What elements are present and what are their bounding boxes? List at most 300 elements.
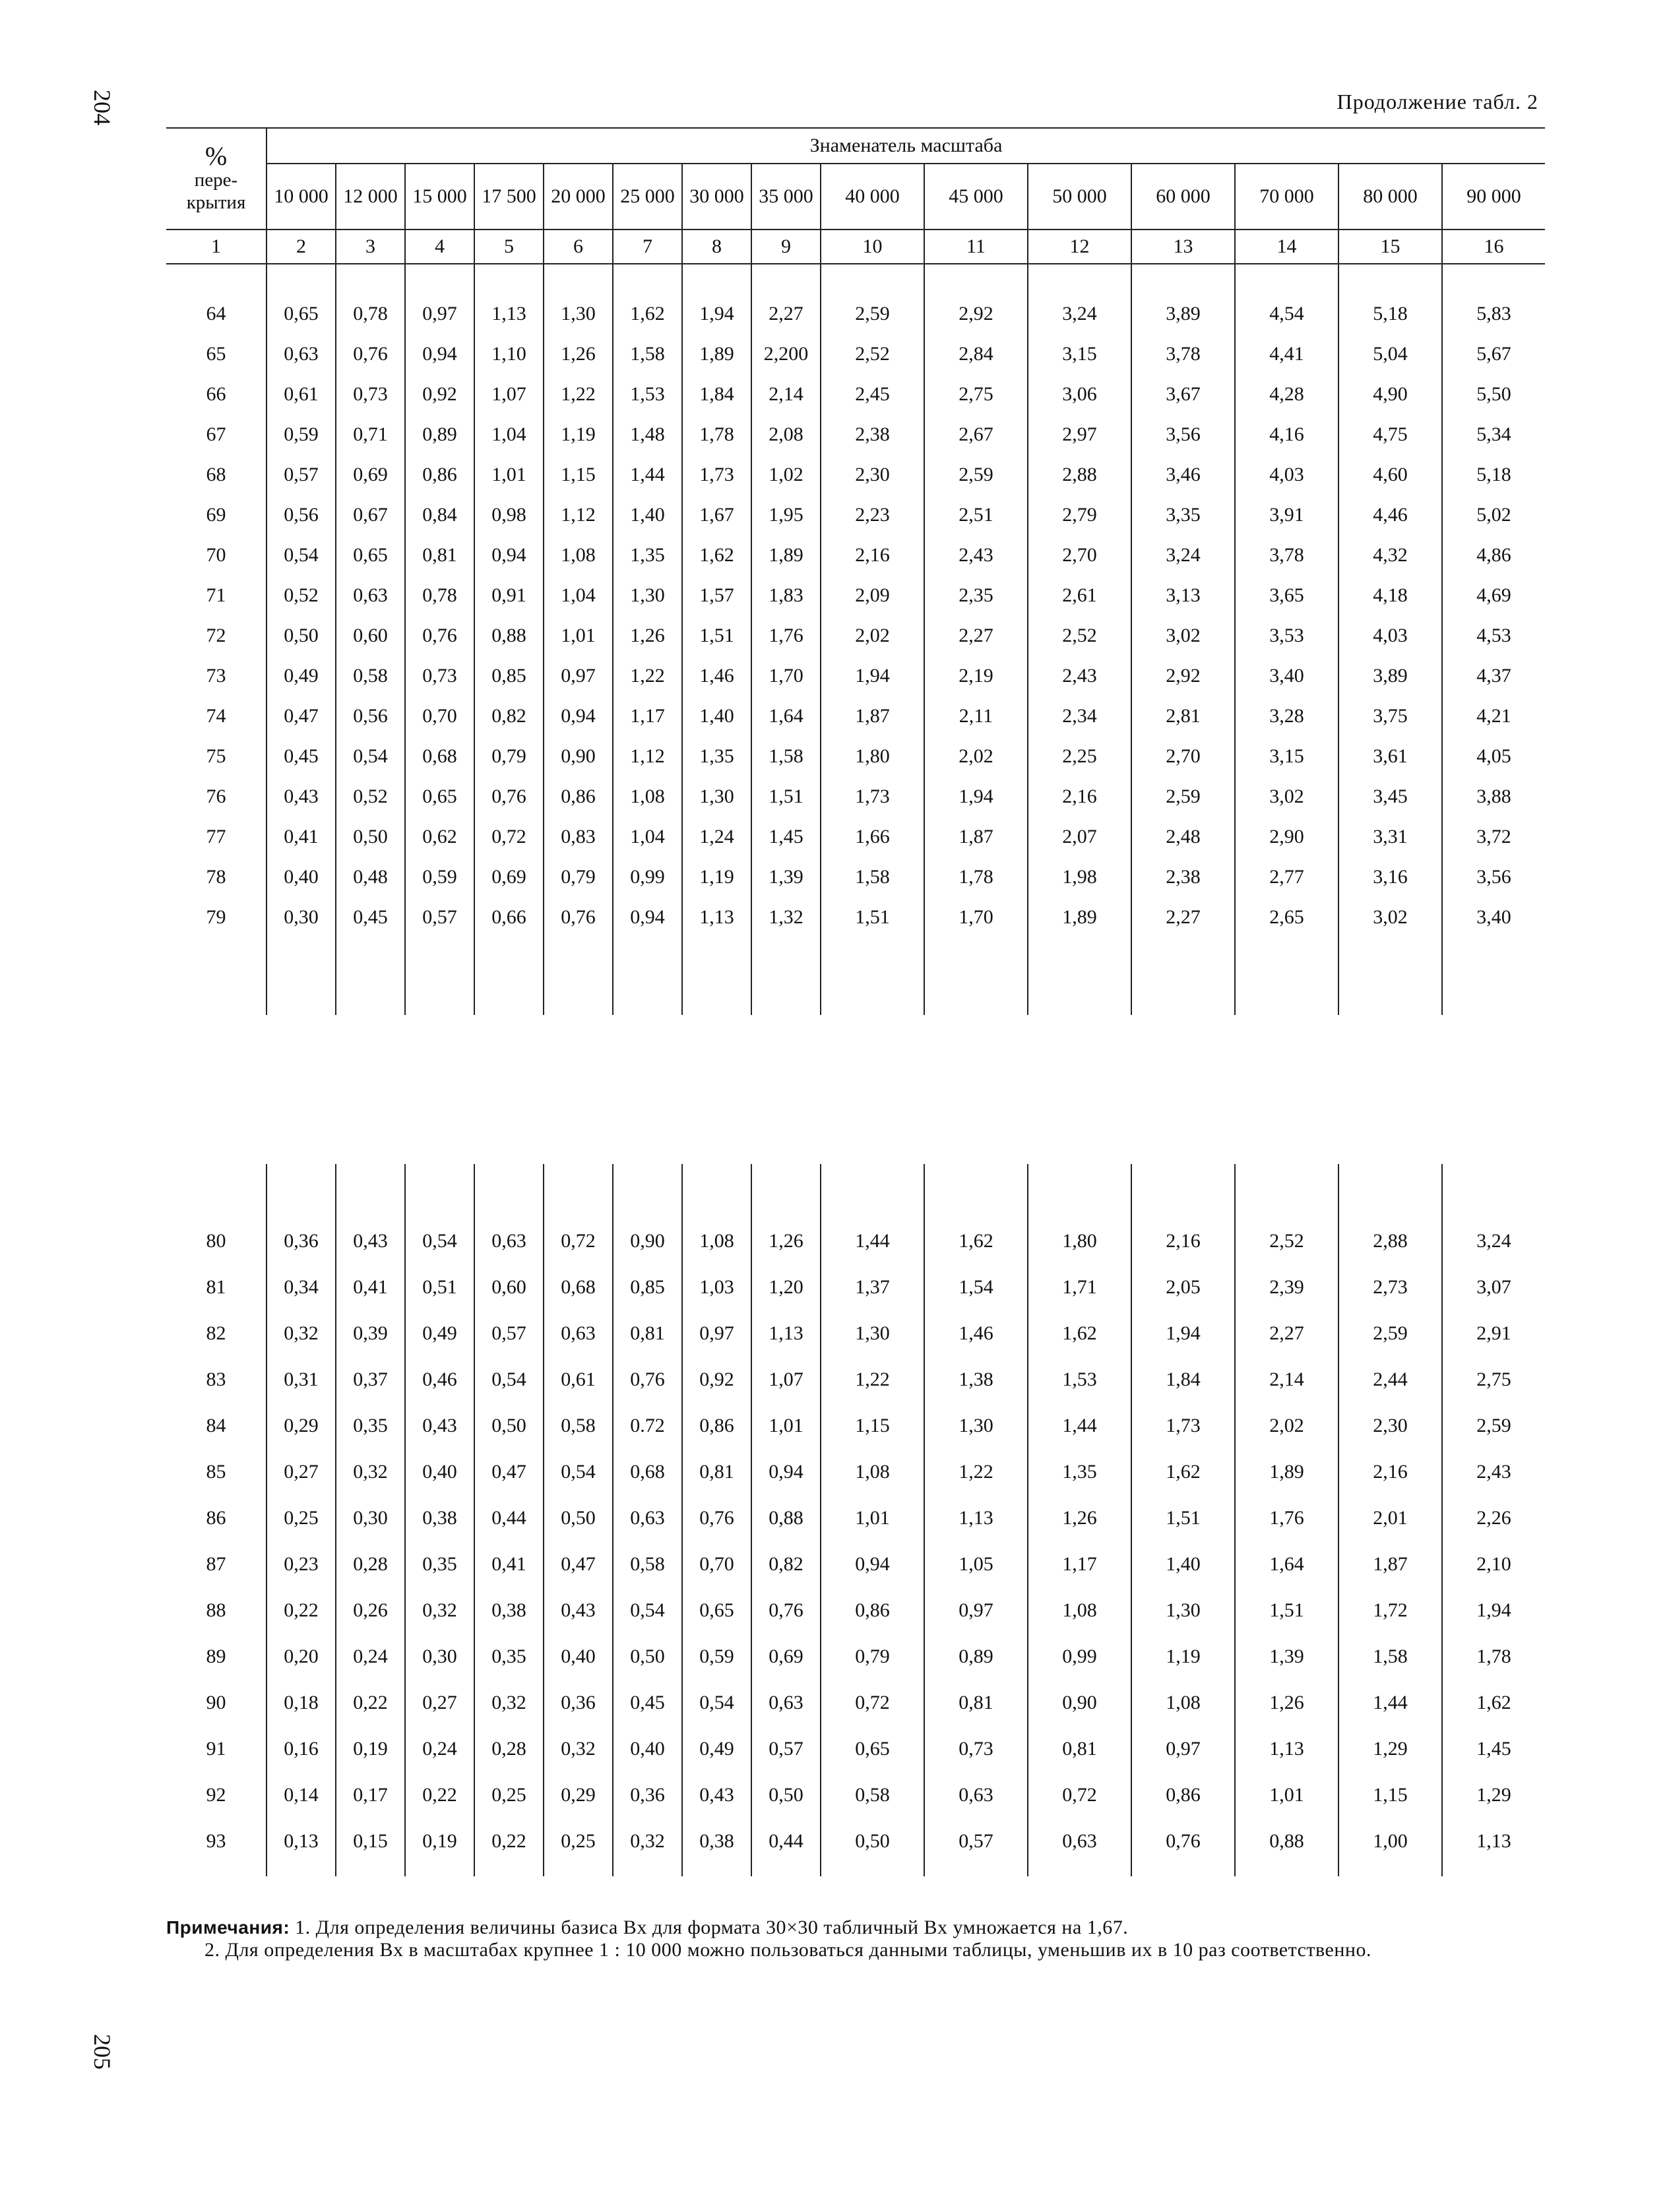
value-cell: 4,75	[1338, 414, 1442, 454]
spacer-cell	[474, 937, 544, 1015]
value-cell: 2,48	[1131, 816, 1235, 857]
value-cell: 0,70	[405, 696, 474, 736]
spacer-row	[166, 1864, 1545, 1876]
value-cell: 1,13	[1442, 1818, 1545, 1864]
scale-header-cell: 90 000	[1442, 164, 1545, 230]
value-cell: 0,43	[544, 1587, 613, 1634]
value-cell: 0,76	[336, 334, 405, 374]
spacer-cell	[1235, 1864, 1338, 1876]
value-cell: 3,65	[1235, 575, 1338, 615]
value-cell: 0,58	[613, 1541, 682, 1587]
value-cell: 1,95	[751, 495, 821, 535]
value-cell: 0,14	[267, 1772, 336, 1818]
value-cell: 4,54	[1235, 293, 1338, 334]
value-cell: 0,57	[474, 1310, 544, 1357]
spacer-cell	[336, 937, 405, 1015]
overlap-percent-cell: 71	[206, 584, 226, 606]
value-cell: 0,58	[336, 656, 405, 696]
column-number-cell: 5	[474, 230, 544, 264]
table-row	[166, 656, 1545, 696]
value-cell: 0,43	[682, 1772, 751, 1818]
percent-symbol: %	[204, 141, 228, 171]
column-number-cell: 6	[544, 230, 613, 264]
value-cell: 1,29	[1338, 1726, 1442, 1772]
value-cell: 0,38	[405, 1495, 474, 1541]
value-cell: 2,90	[1235, 816, 1338, 857]
value-cell: 0,50	[751, 1772, 821, 1818]
overlap-percent-cell: 73	[206, 664, 226, 687]
overlap-percent-cell: 91	[206, 1738, 226, 1760]
value-cell: 1,73	[821, 776, 924, 816]
value-cell: 1,62	[1028, 1310, 1131, 1357]
spacer-row	[166, 937, 1545, 1015]
value-cell: 2,52	[821, 334, 924, 374]
scale-header-cell: 50 000	[1028, 164, 1131, 230]
value-cell: 0,57	[751, 1726, 821, 1772]
note-2: 2. Для определения Bx в масштабах крупнее 1 : 10 000 можно пользоваться данными таблицы, уменьшив их в 10 раз соответственно.	[204, 1939, 1371, 1961]
value-cell: 1,37	[821, 1264, 924, 1310]
scale-header-cell: 10 000	[267, 164, 336, 230]
value-cell: 1,80	[821, 736, 924, 776]
value-cell: 0,72	[474, 816, 544, 857]
value-cell: 0,65	[682, 1587, 751, 1634]
value-cell: 0,54	[336, 736, 405, 776]
value-cell: 4,16	[1235, 414, 1338, 454]
value-cell: 0,90	[613, 1218, 682, 1264]
value-cell: 1,76	[1235, 1495, 1338, 1541]
value-cell: 0,30	[405, 1634, 474, 1680]
overlap-percent-cell: 84	[206, 1415, 226, 1436]
value-cell: 0,25	[544, 1818, 613, 1864]
value-cell: 0,94	[544, 696, 613, 736]
value-cell: 5,02	[1442, 495, 1545, 535]
value-cell: 1,73	[682, 454, 751, 495]
value-cell: 2,27	[1235, 1310, 1338, 1357]
spacer-cell	[1235, 937, 1338, 1015]
value-cell: 2,84	[924, 334, 1028, 374]
value-cell: 0,72	[1028, 1772, 1131, 1818]
spacer-cell	[336, 1864, 405, 1876]
value-cell: 2,59	[1131, 776, 1235, 816]
value-cell: 0,76	[544, 897, 613, 937]
value-cell: 1,38	[924, 1357, 1028, 1403]
value-cell: 3,40	[1442, 897, 1545, 937]
value-cell: 1,19	[1131, 1634, 1235, 1680]
value-cell: 0,73	[924, 1726, 1028, 1772]
spacer-cell	[682, 264, 751, 293]
value-cell: 0,38	[474, 1587, 544, 1634]
value-cell: 1,73	[1131, 1403, 1235, 1449]
value-cell: 0,40	[267, 857, 336, 897]
value-cell: 1,87	[924, 816, 1028, 857]
value-cell: 0,50	[821, 1818, 924, 1864]
value-cell: 2,92	[924, 293, 1028, 334]
value-cell: 0,68	[405, 736, 474, 776]
value-cell: 1,01	[751, 1403, 821, 1449]
value-cell: 2,26	[1442, 1495, 1545, 1541]
value-cell: 4,90	[1338, 374, 1442, 414]
value-cell: 1,66	[821, 816, 924, 857]
value-cell: 0,47	[474, 1449, 544, 1495]
overlap-percent-cell: 79	[206, 906, 226, 928]
value-cell: 0,79	[821, 1634, 924, 1680]
value-cell: 0,57	[924, 1818, 1028, 1864]
value-cell: 0,48	[336, 857, 405, 897]
value-cell: 1,62	[682, 535, 751, 575]
spacer-cell	[751, 1864, 821, 1876]
value-cell: 5,50	[1442, 374, 1545, 414]
table-row	[166, 1726, 1545, 1772]
value-cell: 0,78	[336, 293, 405, 334]
scale-header-cell: 60 000	[1131, 164, 1235, 230]
value-cell: 0,32	[613, 1818, 682, 1864]
spacer-cell	[544, 1164, 613, 1218]
spacer-cell	[405, 937, 474, 1015]
value-cell: 0,86	[544, 776, 613, 816]
spacer-cell	[1442, 937, 1545, 1015]
value-cell: 0,50	[267, 615, 336, 656]
column-number-cell: 2	[267, 230, 336, 264]
value-cell: 1,45	[751, 816, 821, 857]
value-cell: 1,58	[821, 857, 924, 897]
value-cell: 3,78	[1235, 535, 1338, 575]
value-cell: 2,73	[1338, 1264, 1442, 1310]
value-cell: 0,30	[336, 1495, 405, 1541]
table-row	[166, 816, 1545, 857]
value-cell: 0,82	[474, 696, 544, 736]
value-cell: 4,03	[1338, 615, 1442, 656]
spacer-cell	[924, 1864, 1028, 1876]
value-cell: 1,30	[924, 1403, 1028, 1449]
value-cell: 1,08	[682, 1218, 751, 1264]
value-cell: 2,30	[1338, 1403, 1442, 1449]
value-cell: 2,25	[1028, 736, 1131, 776]
value-cell: 3,89	[1131, 293, 1235, 334]
value-cell: 0,63	[336, 575, 405, 615]
value-cell: 2,39	[1235, 1264, 1338, 1310]
overlap-percent-cell: 86	[206, 1507, 226, 1529]
value-cell: 5,67	[1442, 334, 1545, 374]
data-table-upper	[166, 127, 1545, 1015]
value-cell: 1,32	[751, 897, 821, 937]
value-cell: 0,54	[682, 1680, 751, 1726]
value-cell: 0,34	[267, 1264, 336, 1310]
value-cell: 0,37	[336, 1357, 405, 1403]
value-cell: 1,01	[821, 1495, 924, 1541]
overlap-percent-cell: 92	[206, 1784, 226, 1806]
value-cell: 2,01	[1338, 1495, 1442, 1541]
spacer-cell	[682, 1864, 751, 1876]
value-cell: 0,91	[474, 575, 544, 615]
value-cell: 0,81	[682, 1449, 751, 1495]
value-cell: 3,89	[1338, 656, 1442, 696]
overlap-percent-cell: 81	[206, 1276, 226, 1298]
value-cell: 5,83	[1442, 293, 1545, 334]
value-cell: 1,51	[751, 776, 821, 816]
value-cell: 2,59	[1338, 1310, 1442, 1357]
value-cell: 1,39	[1235, 1634, 1338, 1680]
table-row	[166, 293, 1545, 334]
value-cell: 2,52	[1235, 1218, 1338, 1264]
value-cell: 0,94	[821, 1541, 924, 1587]
value-cell: 0,29	[267, 1403, 336, 1449]
value-cell: 0,49	[682, 1726, 751, 1772]
overlap-percent-cell: 87	[206, 1553, 226, 1575]
value-cell: 1,70	[924, 897, 1028, 937]
value-cell: 2,92	[1131, 656, 1235, 696]
value-cell: 4,18	[1338, 575, 1442, 615]
value-cell: 3,06	[1028, 374, 1131, 414]
value-cell: 0,43	[405, 1403, 474, 1449]
value-cell: 4,32	[1338, 535, 1442, 575]
note-1: 1. Для определения величины базиса Bx для формата 30×30 табличный Bx умножается на 1,67.	[295, 1917, 1129, 1938]
value-cell: 0,56	[267, 495, 336, 535]
value-cell: 2,27	[924, 615, 1028, 656]
value-cell: 1,72	[1338, 1587, 1442, 1634]
value-cell: 1,78	[924, 857, 1028, 897]
value-cell: 0,40	[405, 1449, 474, 1495]
table-caption: Продолжение табл. 2	[1337, 90, 1538, 113]
value-cell: 0,63	[924, 1772, 1028, 1818]
value-cell: 3,53	[1235, 615, 1338, 656]
table-row	[166, 776, 1545, 816]
value-cell: 0,44	[751, 1818, 821, 1864]
value-cell: 2,59	[821, 293, 924, 334]
value-cell: 1,80	[1028, 1218, 1131, 1264]
value-cell: 2,23	[821, 495, 924, 535]
value-cell: 3,88	[1442, 776, 1545, 816]
value-cell: 0,22	[405, 1772, 474, 1818]
column-number-cell: 14	[1235, 230, 1338, 264]
value-cell: 1,84	[682, 374, 751, 414]
value-cell: 0,57	[267, 454, 336, 495]
spacer-cell	[1028, 937, 1131, 1015]
value-cell: 2,70	[1028, 535, 1131, 575]
column-number-cell: 16	[1442, 230, 1545, 264]
value-cell: 0,28	[474, 1726, 544, 1772]
value-cell: 0,76	[474, 776, 544, 816]
value-cell: 2,19	[924, 656, 1028, 696]
table-row	[166, 1218, 1545, 1264]
value-cell: 0,72	[821, 1680, 924, 1726]
value-cell: 3,15	[1028, 334, 1131, 374]
value-cell: 0,22	[336, 1680, 405, 1726]
value-cell: 0,63	[544, 1310, 613, 1357]
table-row	[166, 1403, 1545, 1449]
value-cell: 0,44	[474, 1495, 544, 1541]
value-cell: 0,94	[405, 334, 474, 374]
value-cell: 3,56	[1442, 857, 1545, 897]
value-cell: 0,32	[267, 1310, 336, 1357]
table-notes	[166, 1917, 1537, 1961]
value-cell: 1,78	[682, 414, 751, 454]
value-cell: 1,30	[821, 1310, 924, 1357]
value-cell: 0,41	[267, 816, 336, 857]
value-cell: 1,62	[1131, 1449, 1235, 1495]
column-number-cell: 13	[1131, 230, 1235, 264]
value-cell: 0,62	[405, 816, 474, 857]
overlap-header	[166, 128, 267, 230]
value-cell: 0,63	[1028, 1818, 1131, 1864]
table-row	[166, 414, 1545, 454]
value-cell: 5,18	[1338, 293, 1442, 334]
column-number-cell: 1	[166, 230, 267, 264]
spacer-cell	[166, 1164, 267, 1218]
value-cell: 2,43	[1442, 1449, 1545, 1495]
value-cell: 2,61	[1028, 575, 1131, 615]
table-row	[166, 1818, 1545, 1864]
spacer-cell	[544, 1864, 613, 1876]
value-cell: 0,76	[682, 1495, 751, 1541]
value-cell: 1,57	[682, 575, 751, 615]
value-cell: 0,25	[474, 1772, 544, 1818]
value-cell: 1,13	[1235, 1726, 1338, 1772]
spacer-cell	[682, 1164, 751, 1218]
value-cell: 1,58	[613, 334, 682, 374]
value-cell: 3,45	[1338, 776, 1442, 816]
scale-header-cell: 12 000	[336, 164, 405, 230]
value-cell: 1,29	[1442, 1772, 1545, 1818]
value-cell: 0,28	[336, 1541, 405, 1587]
value-cell: 2,10	[1442, 1541, 1545, 1587]
value-cell: 1,07	[751, 1357, 821, 1403]
spacer-cell	[613, 1164, 682, 1218]
table-row	[166, 857, 1545, 897]
value-cell: 0,61	[544, 1357, 613, 1403]
spacer-cell	[267, 937, 336, 1015]
value-cell: 0,45	[267, 736, 336, 776]
value-cell: 3,24	[1028, 293, 1131, 334]
value-cell: 3,02	[1235, 776, 1338, 816]
value-cell: 0,97	[405, 293, 474, 334]
value-cell: 3,15	[1235, 736, 1338, 776]
spacer-cell	[1442, 1864, 1545, 1876]
value-cell: 0,86	[821, 1587, 924, 1634]
value-cell: 0,36	[613, 1772, 682, 1818]
spacer-cell	[1235, 1164, 1338, 1218]
value-cell: 0,78	[405, 575, 474, 615]
value-cell: 1,64	[751, 696, 821, 736]
value-cell: 0,76	[405, 615, 474, 656]
value-cell: 4,05	[1442, 736, 1545, 776]
value-cell: 3,13	[1131, 575, 1235, 615]
value-cell: 1,58	[1338, 1634, 1442, 1680]
value-cell: 1,00	[1338, 1818, 1442, 1864]
value-cell: 2,43	[924, 535, 1028, 575]
value-cell: 2,70	[1131, 736, 1235, 776]
value-cell: 0,18	[267, 1680, 336, 1726]
value-cell: 0,22	[474, 1818, 544, 1864]
value-cell: 0,24	[405, 1726, 474, 1772]
overlap-percent-cell: 75	[206, 745, 226, 767]
value-cell: 0,65	[821, 1726, 924, 1772]
value-cell: 0,54	[267, 535, 336, 575]
value-cell: 0,58	[544, 1403, 613, 1449]
value-cell: 0,26	[336, 1587, 405, 1634]
value-cell: 0,98	[474, 495, 544, 535]
value-cell: 4,21	[1442, 696, 1545, 736]
value-cell: 0,86	[1131, 1772, 1235, 1818]
value-cell: 1,44	[821, 1218, 924, 1264]
value-cell: 3,02	[1131, 615, 1235, 656]
value-cell: 0,51	[405, 1264, 474, 1310]
value-cell: 1,07	[474, 374, 544, 414]
value-cell: 1,40	[613, 495, 682, 535]
value-cell: 1,26	[751, 1218, 821, 1264]
table-row	[166, 495, 1545, 535]
value-cell: 1,48	[613, 414, 682, 454]
overlap-label-line1: пере-	[194, 169, 238, 191]
spacer-cell	[751, 1164, 821, 1218]
value-cell: 2,200	[751, 334, 821, 374]
value-cell: 0,92	[682, 1357, 751, 1403]
spacer-cell	[405, 264, 474, 293]
spacer-row	[166, 264, 1545, 293]
value-cell: 0,90	[544, 736, 613, 776]
value-cell: 0,22	[267, 1587, 336, 1634]
value-cell: 0,85	[613, 1264, 682, 1310]
value-cell: 1,44	[1028, 1403, 1131, 1449]
table-row	[166, 615, 1545, 656]
value-cell: 0,54	[474, 1357, 544, 1403]
value-cell: 0,15	[336, 1818, 405, 1864]
value-cell: 0,69	[751, 1634, 821, 1680]
value-cell: 1,30	[682, 776, 751, 816]
value-cell: 0,46	[405, 1357, 474, 1403]
spacer-cell	[613, 264, 682, 293]
value-cell: 1,08	[1131, 1680, 1235, 1726]
value-cell: 0,86	[682, 1403, 751, 1449]
spacer-cell	[166, 1864, 267, 1876]
spacer-cell	[1131, 1164, 1235, 1218]
value-cell: 0,88	[474, 615, 544, 656]
value-cell: 0,61	[267, 374, 336, 414]
value-cell: 1,30	[1131, 1587, 1235, 1634]
spacer-cell	[1131, 264, 1235, 293]
value-cell: 2,16	[1131, 1218, 1235, 1264]
value-cell: 2,38	[821, 414, 924, 454]
value-cell: 2,52	[1028, 615, 1131, 656]
spacer-cell	[1131, 1864, 1235, 1876]
value-cell: 0,79	[474, 736, 544, 776]
value-cell: 0,41	[336, 1264, 405, 1310]
value-cell: 0,73	[336, 374, 405, 414]
value-cell: 1,94	[1442, 1587, 1545, 1634]
spacer-cell	[474, 264, 544, 293]
value-cell: 0,59	[267, 414, 336, 454]
value-cell: 0,88	[1235, 1818, 1338, 1864]
value-cell: 2,45	[821, 374, 924, 414]
column-number-cell: 9	[751, 230, 821, 264]
value-cell: 0,85	[474, 656, 544, 696]
value-cell: 0,94	[474, 535, 544, 575]
overlap-percent-cell: 69	[206, 503, 226, 526]
value-cell: 2,11	[924, 696, 1028, 736]
value-cell: 0,63	[474, 1218, 544, 1264]
spacer-cell	[682, 937, 751, 1015]
value-cell: 1,08	[821, 1449, 924, 1495]
overlap-percent-cell: 66	[206, 383, 226, 405]
value-cell: 2,91	[1442, 1310, 1545, 1357]
value-cell: 1,04	[474, 414, 544, 454]
value-cell: 0,97	[544, 656, 613, 696]
value-cell: 1,84	[1131, 1357, 1235, 1403]
scale-header-cell: 15 000	[405, 164, 474, 230]
value-cell: 0,31	[267, 1357, 336, 1403]
page-number-bottom: 205	[89, 2034, 115, 2070]
value-cell: 0,52	[267, 575, 336, 615]
scale-header-cell: 45 000	[924, 164, 1028, 230]
